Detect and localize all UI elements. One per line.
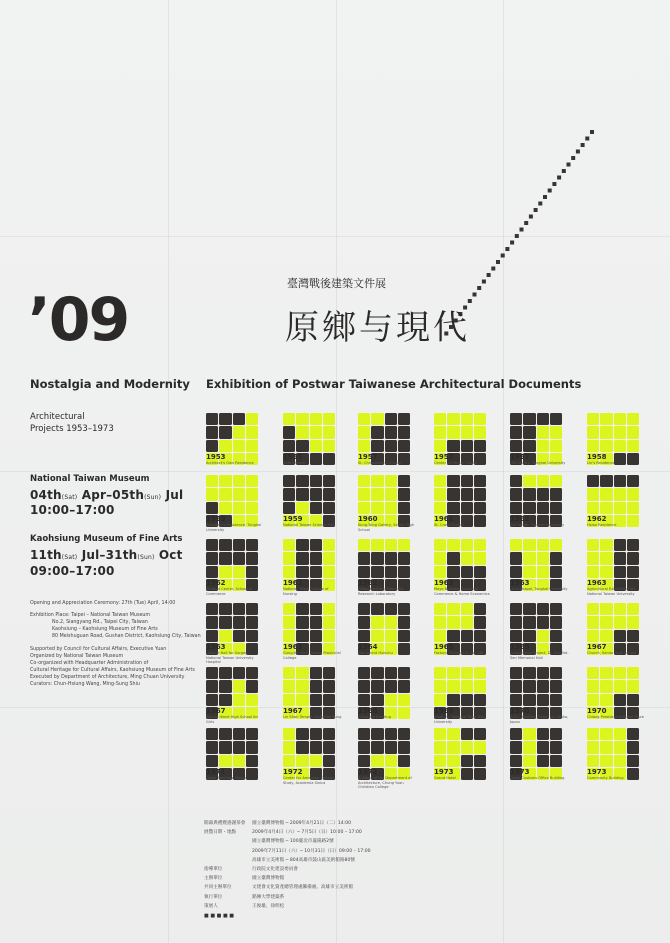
tile-caption: Chiang Presidential Burial Place: [587, 715, 644, 719]
credit-row: [204, 857, 355, 863]
pixel-dot: [557, 176, 561, 180]
tile-year: 1962: [510, 515, 530, 523]
support-line: Executed by Department of Architecture, Ming Chuan University: [30, 675, 185, 680]
tile-year: 1953: [206, 453, 226, 461]
credit-value: 行政院文化建設委員會: [252, 867, 298, 872]
tile-year: 1961: [434, 515, 454, 523]
venue-hours-taipei: 10:00–17:00: [30, 503, 115, 517]
tile-year: 1959: [206, 515, 226, 523]
tile-caption: R.O.C. Pavilion, Expo '70, Osaka, Japan: [510, 715, 569, 724]
tile-caption: Competition Project, Dr. Sun Yat-Sen Memorial Hall: [510, 651, 569, 660]
credit-row: [204, 848, 371, 854]
credit-value: 高雄市立美術館 ─ 804高雄市鼓山區美術館路80號: [252, 857, 355, 863]
tile-year: 1960: [358, 515, 378, 523]
credit-label: 指導單位: [204, 867, 223, 872]
support-line: Supported by Council for Cultural Affairs, Executive Yuan: [30, 647, 167, 652]
tile-caption: Lin Shan Temple, Chih-Nan Kung: [283, 715, 342, 719]
support-line: Cultural Heritage for Cultural Affairs, Kaohsiung Museum of Fine Arts: [30, 668, 195, 673]
credit-label: 展覽日期・地點: [204, 830, 237, 836]
credit-row: [204, 866, 298, 872]
pixel-dot: [543, 195, 547, 199]
tile-caption: Architect's Own Residence: [206, 461, 254, 465]
pixel-dot: [548, 189, 552, 193]
tile-caption: Lin's Residence: [587, 461, 615, 465]
credit-value: 國立臺灣博物館 ─ 100臺北市襄陽路2號: [252, 839, 334, 845]
chinese-title: 原鄉与現代: [285, 308, 470, 348]
pixel-dot: [487, 273, 491, 277]
support-line: Co-organized with Headquarter Administration of: [30, 661, 149, 666]
sponsor-logos: ■ ■ ■ ■ ■: [204, 913, 234, 919]
projects-label-line1: Architectural: [30, 412, 85, 422]
tile-year: 1972: [358, 768, 378, 776]
pixel-dot: [482, 280, 486, 284]
tile-caption: Mayo Building, School of Commerce & Home Economics: [434, 587, 490, 596]
tile-year: 1962: [283, 579, 303, 587]
pixel-dot: [520, 228, 524, 232]
tile-year: 1973: [510, 768, 530, 776]
english-title: Nostalgia and Modernity: [30, 377, 190, 391]
credit-value: 2009年4月4日（六）─ 7月5日（日）10:00 – 17:00: [252, 830, 362, 836]
tile-caption: Agricultural Exhibition Hall, National Taiwan University: [587, 587, 636, 596]
projects-label-line2: Projects 1953–1973: [30, 424, 114, 434]
place-line: No.2, Siangyang Rd., Taipei City, Taiwan: [52, 620, 148, 625]
tile-year: 1955: [283, 453, 303, 461]
credit-label: 開幕典禮暨感謝茶會: [204, 821, 246, 826]
pixel-dot: [496, 260, 500, 264]
tile-year: 1957: [434, 453, 454, 461]
credit-label: 執行單位: [204, 894, 223, 900]
tile-year: 1965: [510, 643, 530, 651]
tile-year: 1962: [358, 579, 378, 587]
pixel-dot: [510, 241, 514, 245]
pixel-dot: [534, 208, 538, 212]
pixel-dot: [491, 267, 495, 271]
tile-year: 1963: [206, 643, 226, 651]
venue-name-kaohsiung: Kaohsiung Museum of Fine Arts: [30, 534, 183, 544]
venue-hours-kaohsiung: 09:00–17:00: [30, 564, 115, 578]
pixel-dot: [501, 254, 505, 258]
tile-year: 1967: [206, 707, 226, 715]
tile-caption: St. Cross Church: [434, 523, 464, 527]
tile-year: 1964: [358, 643, 378, 651]
tile-year: 1962: [206, 579, 226, 587]
venue-dates-taipei: 04th(Sat) Apr–05th(Sun) Jul: [30, 488, 184, 502]
credit-row: [204, 829, 362, 835]
tile-caption: Alfred Kohlberg Memorial Research Laboratory: [358, 587, 404, 596]
tile-year: 1962: [587, 515, 607, 523]
credit-label: 策展人: [204, 903, 218, 909]
support-line: Curators: Chun-Hsiung Wang, Ming-Sung Shiu: [30, 682, 140, 687]
tile-year: 1959: [283, 515, 303, 523]
tile-year: 1958: [587, 453, 607, 461]
year-mark: ’09: [28, 285, 129, 355]
tile-caption: Building of the Department of Architecture, Chung Yuan Christian College: [358, 776, 412, 790]
tile-year: 1969: [434, 707, 454, 715]
place-line: Kaohsiung – Kaohsiung Museum of Fine Arts: [52, 627, 158, 632]
credit-row: [204, 838, 334, 844]
pixel-dot: [571, 156, 575, 160]
tile-caption: Stadium, National Tsing Hua University: [434, 715, 485, 724]
tile-year: 1963: [587, 579, 607, 587]
credit-value: 2009年7月11日（六）─ 10月31日（日）09:00 – 17:00: [252, 848, 371, 854]
credit-row: [204, 884, 353, 890]
tile-year: 1968: [358, 707, 378, 715]
credit-row: [204, 875, 284, 881]
tile-caption: National Taipei College of Nursing: [283, 587, 329, 596]
tile-caption: Center for American Culture Study, Academia Sinica: [283, 776, 334, 785]
pixel-dot: [590, 130, 594, 134]
tile-caption: Sacred Heart High School for Girls: [206, 715, 259, 724]
tile-caption: Student Center, School of Commerce: [206, 587, 253, 596]
place-line: Exhibition Place: Taipei – National Taiwan Museum: [30, 613, 151, 618]
tile-year: 1967: [283, 707, 303, 715]
tile-caption: Taipei Customs Office Building: [510, 776, 565, 780]
tile-caption: Center for Music / Youth: [434, 461, 477, 465]
tile-caption: National Taiwan Science Hall: [283, 523, 335, 527]
tile-year: 1957: [358, 453, 378, 461]
support-line: Organized by National Taiwan Museum: [30, 654, 124, 659]
chinese-subtitle: 臺灣戰後建築文件展: [287, 277, 386, 290]
venue-dates-kaohsiung: 11th(Sat) Jul–31th(Sun) Oct: [30, 548, 183, 562]
tile-caption: Ruth Church: [283, 461, 306, 465]
credit-row: [204, 894, 284, 900]
pixel-dot: [538, 202, 542, 206]
tile-caption: Gung-Yeh Hall, Taiwan Provincial College: [283, 651, 341, 660]
exhibition-title: Exhibition of Postwar Taiwanese Architectural Documents: [206, 377, 582, 391]
tile-caption: Hsiao Residence: [587, 523, 617, 527]
pixel-dot: [529, 215, 533, 219]
credit-value: 國立臺灣博物館 ─ 2009年4月21日（二）14:00: [252, 821, 352, 826]
tile-caption: Taipei Teachers' House: [206, 776, 247, 780]
pixel-dot: [552, 182, 556, 186]
tile-caption: Lecture Hall for Surgery, National Taiwan University Hospital: [206, 651, 254, 665]
tile-year: 1970: [587, 707, 607, 715]
venue-name-taipei: National Taiwan Museum: [30, 474, 150, 484]
pixel-dot: [576, 150, 580, 154]
tile-caption: Grand Hotel: [434, 776, 456, 780]
pixel-dot: [515, 234, 519, 238]
tile-year: 1970: [510, 707, 530, 715]
pixel-dot: [585, 137, 589, 141]
credit-label: 主辦單位: [204, 876, 223, 882]
tile-caption: St. Christopher's Church: [358, 461, 402, 465]
credit-value: 王俊雄、徐明松: [252, 903, 285, 909]
tile-caption: Old Library, Tunghai University: [510, 461, 566, 465]
pixel-dot: [477, 286, 481, 290]
credit-row: [204, 820, 351, 826]
tile-year: 1967: [587, 643, 607, 651]
tile-caption: Factory, Shiseido & Co., Ltd.: [434, 651, 485, 655]
tile-caption: Art Center, Tunghai University: [510, 523, 565, 527]
credit-label: 共同主辦單位: [204, 885, 232, 891]
pixel-dot: [505, 247, 509, 251]
tile-year: 1973: [587, 768, 607, 776]
tile-year: 1957: [510, 453, 530, 461]
tile-caption: Church, Senior High School: [587, 651, 636, 655]
tile-caption: President's Residence, Tunghai University: [206, 523, 262, 532]
tile-year: 1972: [283, 768, 303, 776]
place-line: 80 Meishuguan Road, Gushan District, Kaohsiung City, Taiwan: [52, 634, 201, 639]
credit-value: 國立臺灣博物館: [252, 876, 285, 882]
pixel-dot: [524, 221, 528, 225]
tile-caption: Kung-Tsing Gallery, Senior High School: [358, 523, 415, 532]
pixel-dot: [567, 163, 571, 167]
pixel-dot: [473, 293, 477, 297]
tile-year: 1973: [434, 768, 454, 776]
credit-value: 文建會文化資產總管理處籌備處、高雄市立美術館: [252, 885, 354, 891]
tile-year: 1963: [283, 643, 303, 651]
credit-row: [204, 903, 284, 909]
tile-caption: Chia-Hsin Building: [358, 715, 391, 719]
credit-value: 銘傳大學建築系: [252, 894, 285, 900]
tile-caption: Community Building: [587, 776, 624, 780]
tile-caption: Monument Hsinchu: [358, 651, 393, 655]
pixel-dot: [562, 169, 566, 173]
pixel-dot: [581, 143, 585, 147]
tile-caption: Luce Chapel, Tunghai University: [510, 587, 568, 591]
ceremony-info: Opening and Appreciation Ceremony: 27th (Tue) April, 14:00: [30, 601, 176, 606]
tile-year: 1963: [434, 579, 454, 587]
tile-year: 1971: [206, 768, 226, 776]
tile-year: 1965: [434, 643, 454, 651]
tile-year: 1963: [510, 579, 530, 587]
